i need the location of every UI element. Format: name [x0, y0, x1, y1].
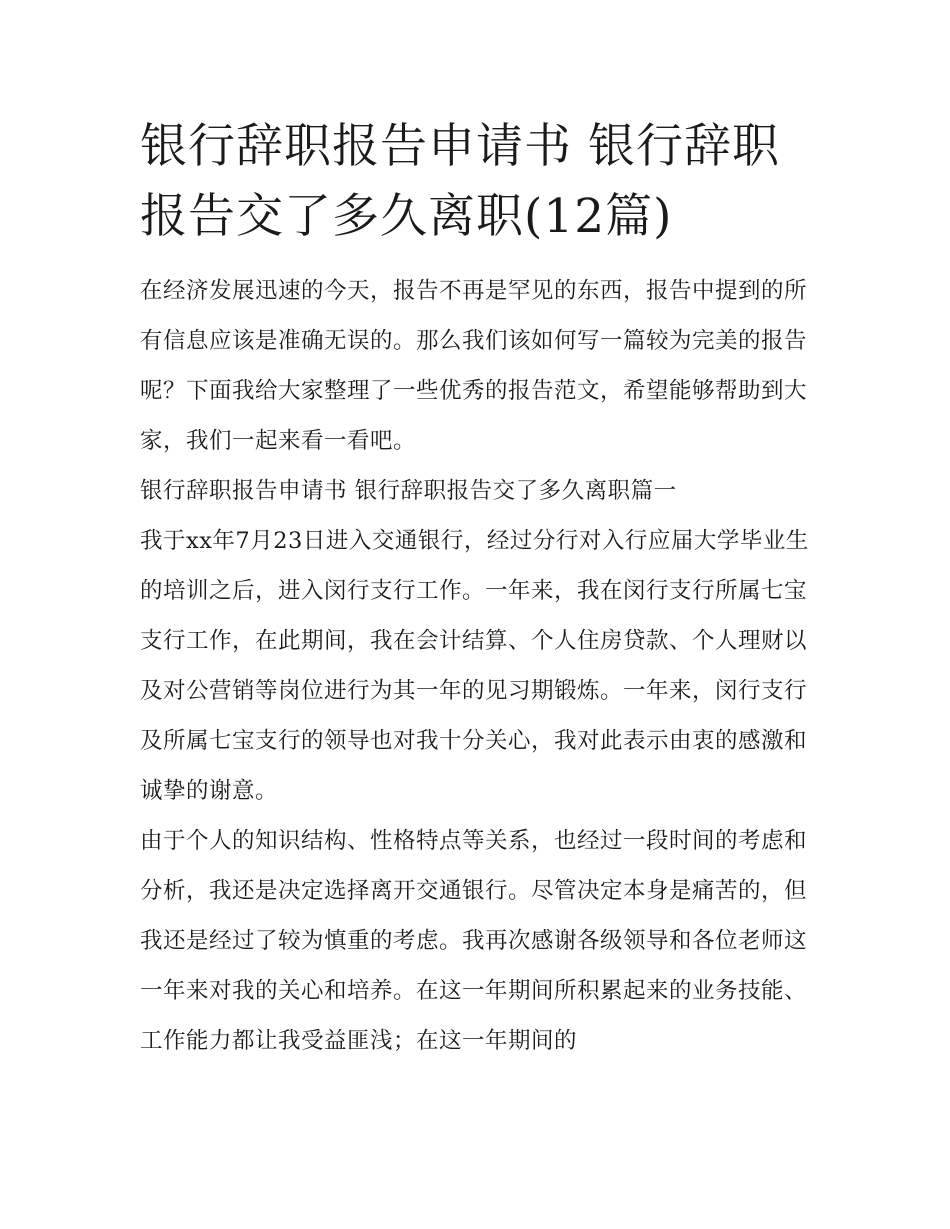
document-body: [140, 266, 820, 1066]
body-paragraph: 我于xx年7月23日进入交通银行，经过分行对入行应届大学毕业生的培训之后，进入闵行支行工作。一年来，我在闵行支行所属七宝支行工作，在此期间，我在会计结算、个人住房贷款、个人理财以及对公营销等岗位进行为其一年的见习期锻炼。一年来，闵行支行及所属七宝支行的领导也对我十分关心，我对此表示由衷的感激和诚挚的谢意。: [140, 528, 809, 804]
document-page: [140, 112, 820, 1066]
document-title: 银行辞职报告申请书 银行辞职报告交了多久离职(12篇): [140, 119, 780, 244]
intro-paragraph: 在经济发展迅速的今天，报告不再是罕见的东西，报告中提到的所有信息应该是准确无误的。那么我们该如何写一篇较为完美的报告呢？下面我给大家整理了一些优秀的报告范文，希望能够帮助到大家，我们一起来看一看吧。: [140, 278, 808, 454]
body-paragraph: 由于个人的知识结构、性格特点等关系，也经过一段时间的考虑和分析，我还是决定选择离开交通银行。尽管决定本身是痛苦的，但我还是经过了较为慎重的考虑。我再次感谢各级领导和各位老师这一年来对我的关心和培养。在这一年期间所积累起来的业务技能、工作能力都让我受益匪浅；在这一年期间的: [140, 828, 808, 1054]
section-heading: 银行辞职报告申请书 银行辞职报告交了多久离职篇一: [140, 478, 677, 504]
